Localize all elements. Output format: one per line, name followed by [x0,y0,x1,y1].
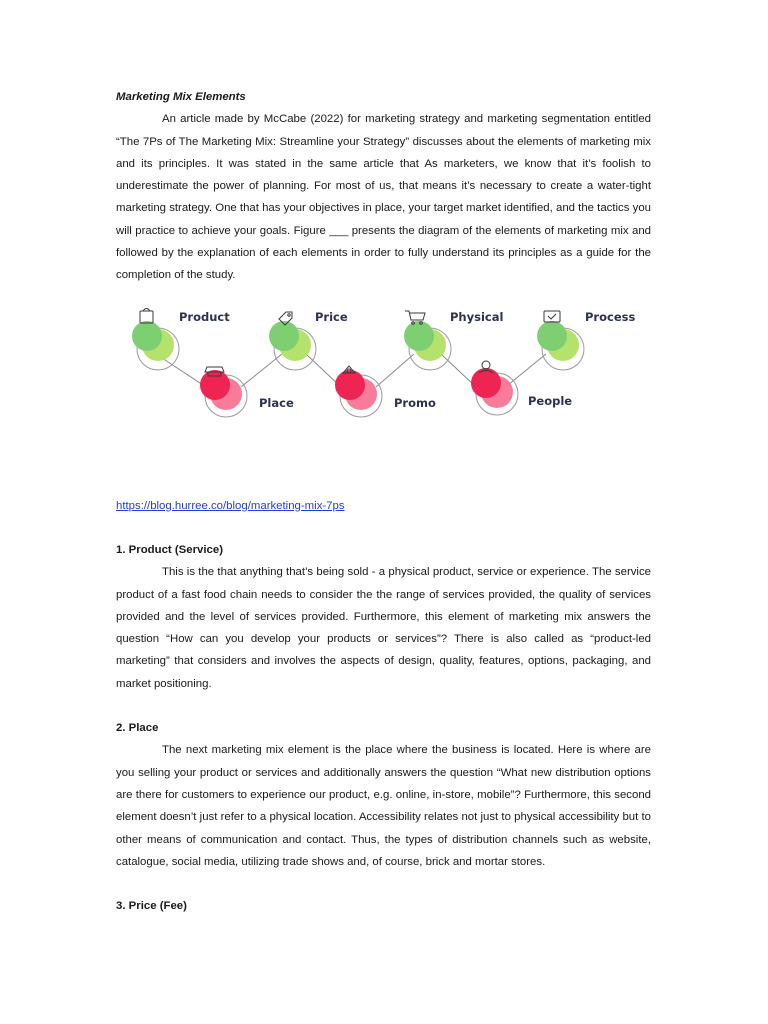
connector-4 [376,354,414,387]
spacer [116,461,651,495]
marketing-mix-diagram [116,299,651,449]
connector-6 [508,354,546,385]
monitor-check-icon [544,311,560,322]
node-promo [335,366,436,417]
source-link-line [116,495,651,517]
node-place [200,367,294,417]
node-physical [404,310,503,370]
node-price [269,310,348,370]
node-label-physical: Physical [450,309,504,324]
spacer [116,695,651,717]
spacer [116,517,651,539]
marketing-mix-svg [116,299,651,449]
node-dark-circle [537,321,567,351]
node-label-promo: Promo [394,395,436,410]
connector-5 [441,354,476,387]
shopping-bag-icon [140,308,153,323]
node-dark-circle [269,321,299,351]
node-process [537,310,635,370]
node-label-process: Process [585,309,636,324]
node-dark-circle [132,321,162,351]
node-label-price: Price [315,309,348,324]
node-dark-circle [335,370,365,400]
node-dark-circle [404,321,434,351]
node-product [132,308,230,370]
node-dark-circle [200,370,230,400]
section-title-product: 1. Product (Service) [116,543,223,556]
document-body [116,86,651,917]
section-title-price: 3. Price (Fee) [116,900,187,913]
section-body-product: This is the that anything that’s being sold - a physical product, service or experience. The service product of a fast food chain needs to consider the the range of services provided, the quality of services provided and the level of services provided. Furthermore, this element of marketing mix answers the question “How can you develop your products or services”? There is also called as “product-led marketing” that considers and involves the aspects of design, quality, features, options, packaging, and market positioning. [116,566,651,690]
section-title-place: 2. Place [116,722,159,735]
intro-paragraph: An article made by McCabe (2022) for marketing strategy and marketing segmentation entitled “The 7Ps of The Marketing Mix: Streamline your Strategy” discusses about the elements of marketing mix and its principles. It was stated in the same article that As marketers, we know that it’s foolish to underestimate the power of planning. For most of us, that means it’s necessary to create a water-tight marketing strategy. One that has your objectives in place, your target market identified, and the tactics you will practice to achieve your goals. Figure ___ presents the diagram of the elements of marketing mix and followed by the explanation of each elements in order to fully understand its principles as a guide for the completion of the study. [116,113,651,282]
node-label-people: People [528,393,573,408]
connector-2 [241,354,282,387]
node-label-place: Place [259,395,294,410]
spacer [116,873,651,895]
source-link[interactable]: https://blog.hurree.co/blog/marketing-mix-7ps [116,499,345,512]
section-heading: Marketing Mix Elements [116,91,246,103]
node-dark-circle [471,368,501,398]
section-body-place: The next marketing mix element is the place where the business is located. Here is where are you selling your product or services and additionally answers the question “What new distribution options are there for customers to experience our product, e.g. online, in-store, mobile”? Furthermore, this second element doesn’t just refer to a physical location. Accessibility relates not just to physical accessibility but to other means of communication and contact. Thus, the types of distribution channels such as website, catalogue, social media, utilizing trade shows and, of course, brick and mortar stores. [116,744,651,868]
node-label-product: Product [179,309,230,324]
